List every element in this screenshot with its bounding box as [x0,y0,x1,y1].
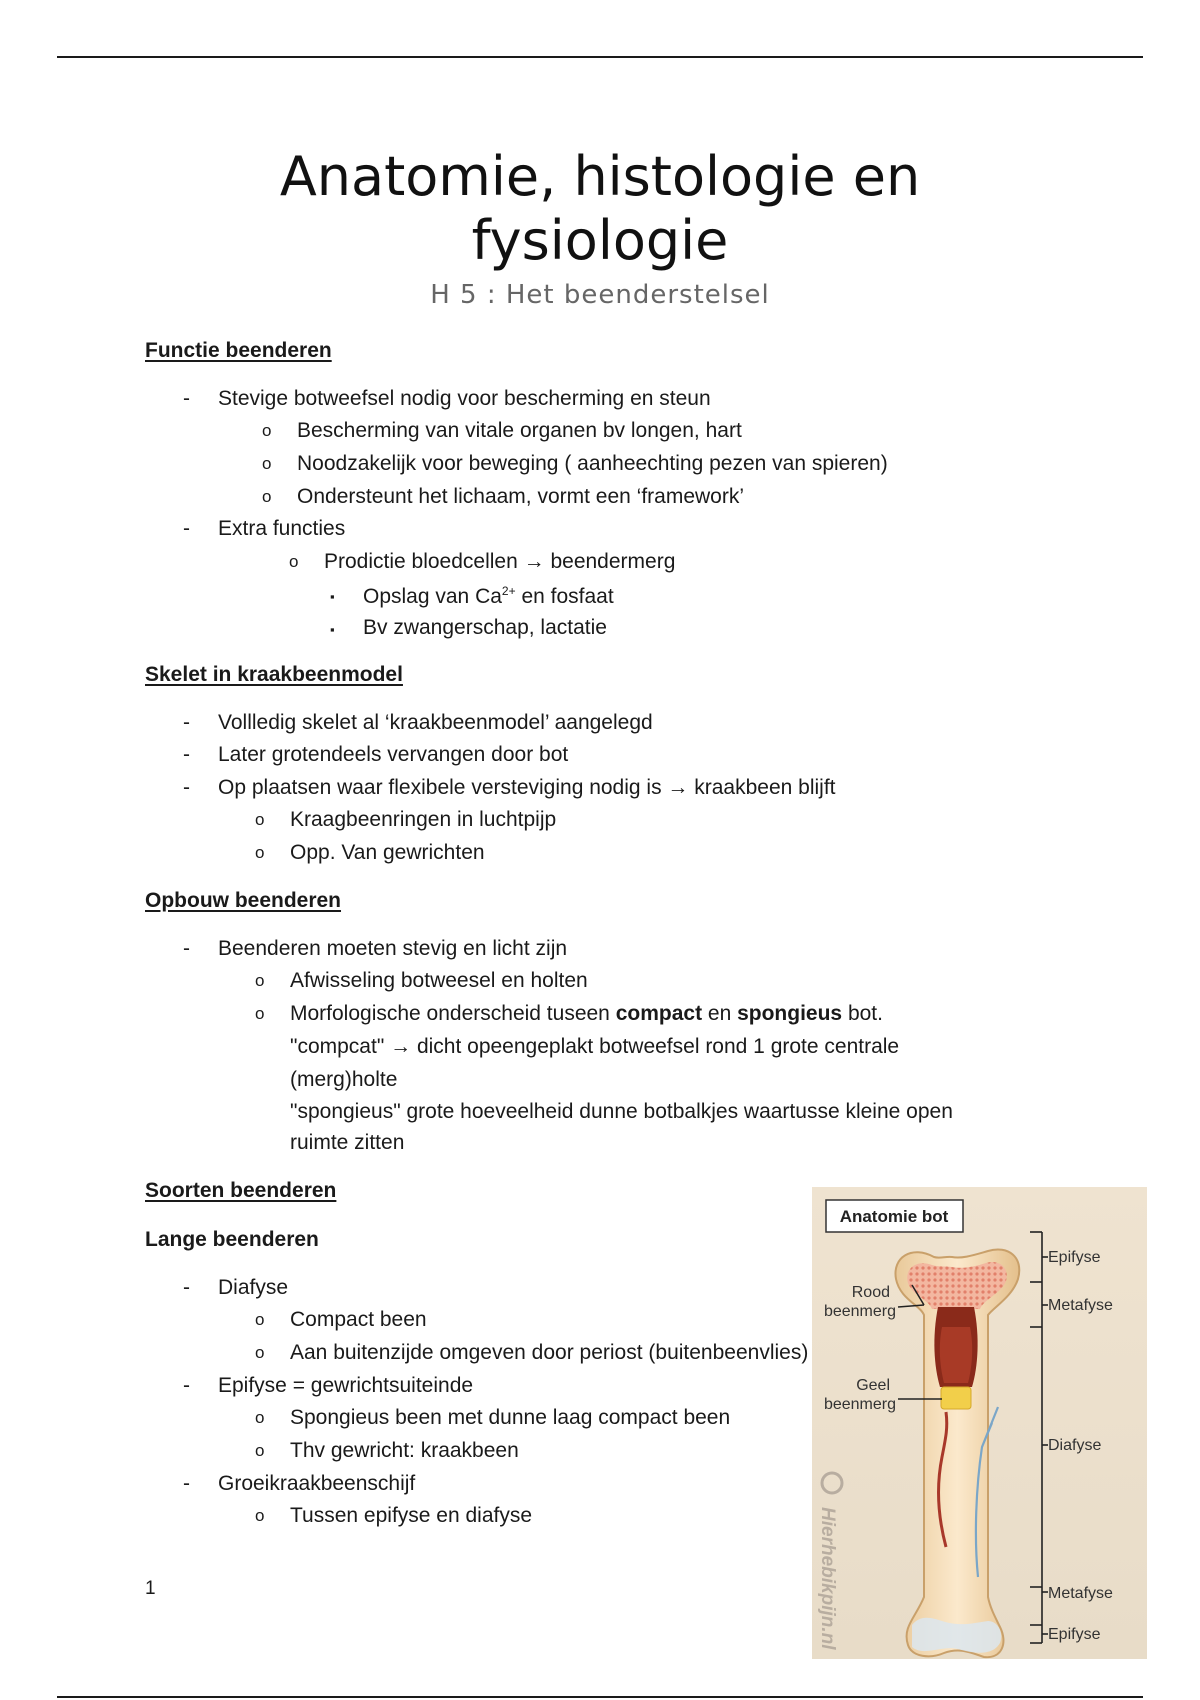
list-item: Opslag van $Ca^{2+}$ en fosfaat [363,584,614,608]
circle-bullet: o [262,487,272,506]
dash-bullet: - [183,743,190,766]
list-item: Groeikraakbeenschijf [218,1472,416,1495]
square-bullet: ▪ [330,622,335,637]
list-item: Extra functies [218,517,346,540]
page-subtitle: H 5 : Het beenderstelsel [430,280,770,310]
label-rood-beenmerg: beenmerg [823,1303,896,1320]
heading-soorten: Soorten beenderen [145,1179,337,1202]
heading-skelet: Skelet in kraakbeenmodel [145,663,403,686]
label-metafyse-top: Metafyse [1048,1297,1113,1314]
bone-anatomy-figure [812,1187,1147,1659]
list-item: Morfologische onderscheid tuseen compact en spongieus bot. [290,1002,883,1025]
list-item: Afwisseling botweesel en holten [290,969,588,992]
list-item: Bescherming van vitale organen bv longen, hart [297,419,742,442]
circle-bullet: o [255,1310,265,1329]
figure-title: Anatomie bot [839,1207,949,1226]
page-title: Anatomie, histologie en fysiologie [279,145,921,272]
list-item: Kraagbeenringen in luchtpijp [290,808,557,831]
dash-bullet: - [183,1374,190,1397]
list-item: Prodictie bloedcellen → beendermerg [324,550,676,573]
list-item: Thv gewricht: kraakbeen [290,1439,519,1462]
square-bullet: ▪ [330,589,335,604]
list-item: Noodzakelijk voor beweging ( aanheechting pezen van spieren) [297,452,888,475]
circle-bullet: o [255,810,265,829]
list-item: Aan buitenzijde omgeven door periost (buitenbeenvlies) [290,1341,809,1364]
list-item: Bv zwangerschap, lactatie [363,616,607,639]
top-rule [57,56,1143,58]
list-item: Op plaatsen waar flexibele versteviging nodig is → kraakbeen blijft [218,776,836,799]
dash-bullet: - [183,937,190,960]
heading-opbouw: Opbouw beenderen [145,889,342,912]
list-item: Spongieus been met dunne laag compact been [290,1406,731,1429]
label-epifyse-bottom: Epifyse [1048,1626,1101,1643]
label-rood: Rood [851,1284,890,1301]
list-item: Vollledig skelet al ‘kraakbeenmodel’ aangelegd [218,711,653,734]
circle-bullet: o [255,1506,265,1525]
dash-bullet: - [183,776,190,799]
dash-bullet: - [183,711,190,734]
label-geel: Geel [856,1377,890,1394]
dash-bullet: - [183,517,190,540]
list-item: Beenderen moeten stevig en licht zijn [218,937,568,960]
circle-bullet: o [255,1441,265,1460]
circle-bullet: o [255,1343,265,1362]
circle-bullet: o [262,421,272,440]
paragraph-line: (merg)holte [290,1068,398,1091]
dash-bullet: - [183,1472,190,1495]
page-number: 1 [145,1578,156,1599]
list-item: Opp. Van gewrichten [290,841,485,864]
circle-bullet: o [255,971,265,990]
label-diafyse: Diafyse [1048,1437,1102,1454]
dash-bullet: - [183,1276,190,1299]
circle-bullet: o [255,1408,265,1427]
paragraph-line: ruimte zitten [290,1131,405,1154]
label-metafyse-bottom: Metafyse [1048,1585,1113,1602]
yellow-marrow [941,1387,971,1409]
list-item: Tussen epifyse en diafyse [290,1504,533,1527]
paragraph-line: "compcat" → dicht opeengeplakt botweefsel rond 1 grote centrale [290,1035,900,1058]
list-item: Epifyse = gewrichtsuiteinde [218,1374,474,1397]
list-item: Later grotendeels vervangen door bot [218,743,569,766]
list-item: Stevige botweefsel nodig voor bescherming en steun [218,387,711,410]
bottom-rule [57,1696,1143,1698]
circle-bullet: o [255,1004,265,1023]
heading-functie: Functie beenderen [145,339,332,362]
list-item: Diafyse [218,1276,289,1299]
list-item: Ondersteunt het lichaam, vormt een ‘framework’ [297,485,745,508]
paragraph-line: "spongieus" grote hoeveelheid dunne botbalkjes waartusse kleine open [290,1100,953,1123]
label-epifyse-top: Epifyse [1048,1249,1101,1266]
dash-bullet: - [183,387,190,410]
list-item: Compact been [290,1308,427,1331]
subheading-lange-beenderen: Lange beenderen [145,1228,319,1251]
circle-bullet: o [262,454,272,473]
circle-bullet: o [289,552,299,571]
circle-bullet: o [255,843,265,862]
label-geel-beenmerg: beenmerg [823,1396,896,1413]
watermark: Hierhebikpijn.nl [817,1507,838,1650]
